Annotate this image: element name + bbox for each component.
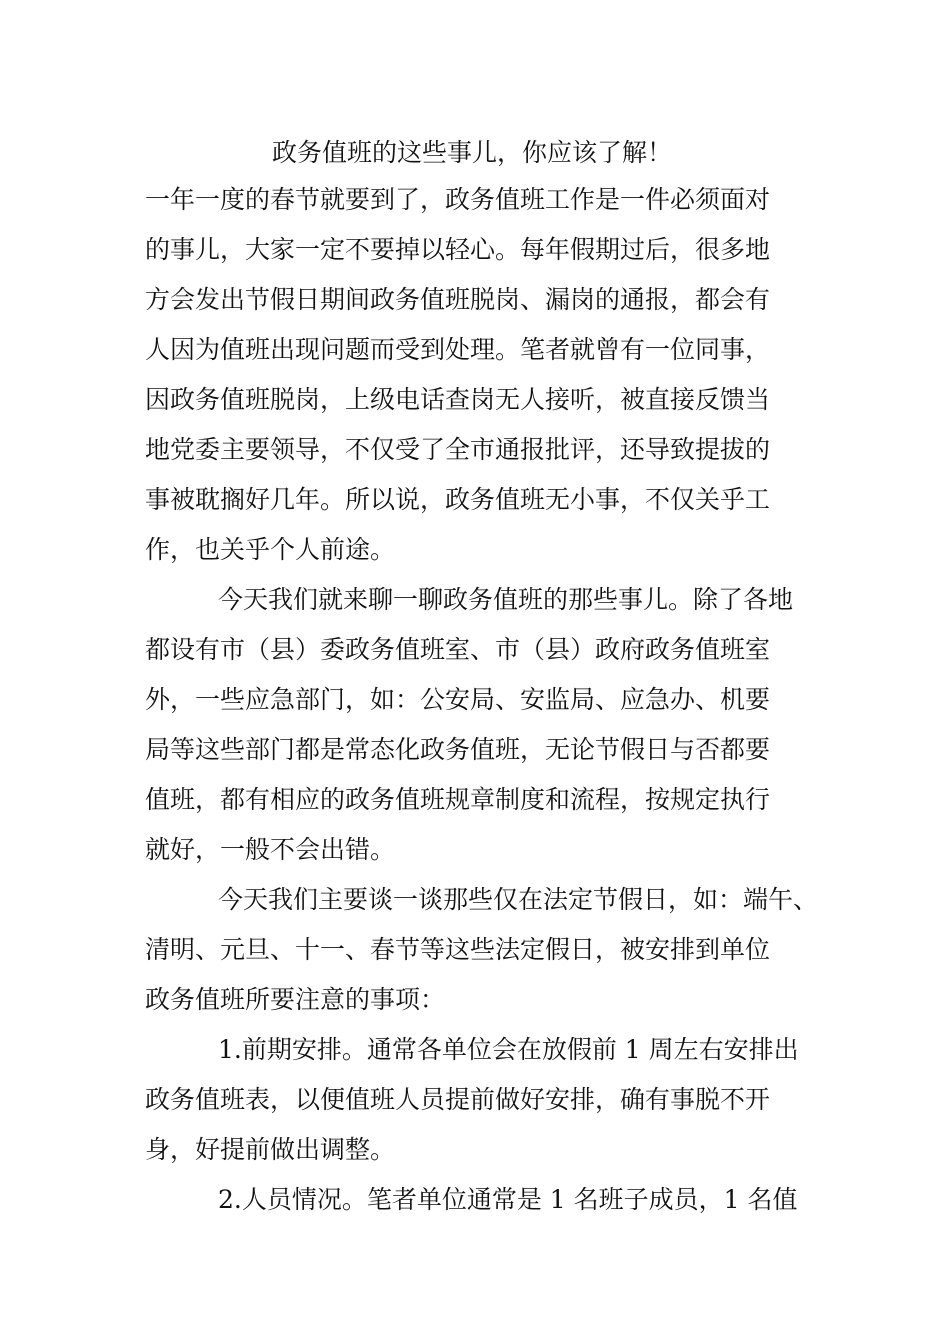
paragraph-line: 外，一些应急部门，如：公安局、安监局、应急办、机要 — [145, 685, 771, 714]
paragraph-line: 事被耽搁好几年。所以说，政务值班无小事，不仅关乎工 — [145, 485, 771, 514]
document-title: 政务值班的这些事儿，你应该了解！ — [272, 138, 673, 167]
paragraph-line: 政务值班所要注意的事项： — [145, 985, 446, 1014]
paragraph-line: 一年一度的春节就要到了，政务值班工作是一件必须面对 — [145, 185, 771, 214]
paragraph-line: 就好，一般不会出错。 — [145, 835, 396, 864]
paragraph-line: 清明、元旦、十一、春节等这些法定假日，被安排到单位 — [145, 935, 771, 964]
paragraph-line: 人因为值班出现问题而受到处理。笔者就曾有一位同事， — [145, 335, 771, 364]
paragraph-line: 的事儿，大家一定不要掉以轻心。每年假期过后，很多地 — [145, 235, 771, 264]
paragraph-line: 今天我们主要谈一谈那些仅在法定节假日，如：端午、 — [218, 885, 819, 914]
paragraph-line: 局等这些部门都是常态化政务值班，无论节假日与否都要 — [145, 735, 771, 764]
paragraph-line: 1.前期安排。通常各单位会在放假前 1 周左右安排出 — [218, 1035, 799, 1064]
paragraph-line: 值班，都有相应的政务值班规章制度和流程，按规定执行 — [145, 785, 771, 814]
paragraph-line: 作，也关乎个人前途。 — [145, 535, 396, 564]
paragraph-line: 今天我们就来聊一聊政务值班的那些事儿。除了各地 — [218, 585, 794, 614]
paragraph-line: 身，好提前做出调整。 — [145, 1135, 396, 1164]
paragraph-line: 因政务值班脱岗，上级电话查岗无人接听，被直接反馈当 — [145, 385, 771, 414]
paragraph-line: 方会发出节假日期间政务值班脱岗、漏岗的通报，都会有 — [145, 285, 771, 314]
paragraph-line: 政务值班表，以便值班人员提前做好安排，确有事脱不开 — [145, 1085, 771, 1114]
paragraph-line: 都设有市（县）委政务值班室、市（县）政府政务值班室 — [145, 635, 771, 664]
paragraph-line: 地党委主要领导，不仅受了全市通报批评，还导致提拔的 — [145, 435, 771, 464]
paragraph-line: 2.人员情况。笔者单位通常是 1 名班子成员，1 名值 — [218, 1185, 798, 1214]
